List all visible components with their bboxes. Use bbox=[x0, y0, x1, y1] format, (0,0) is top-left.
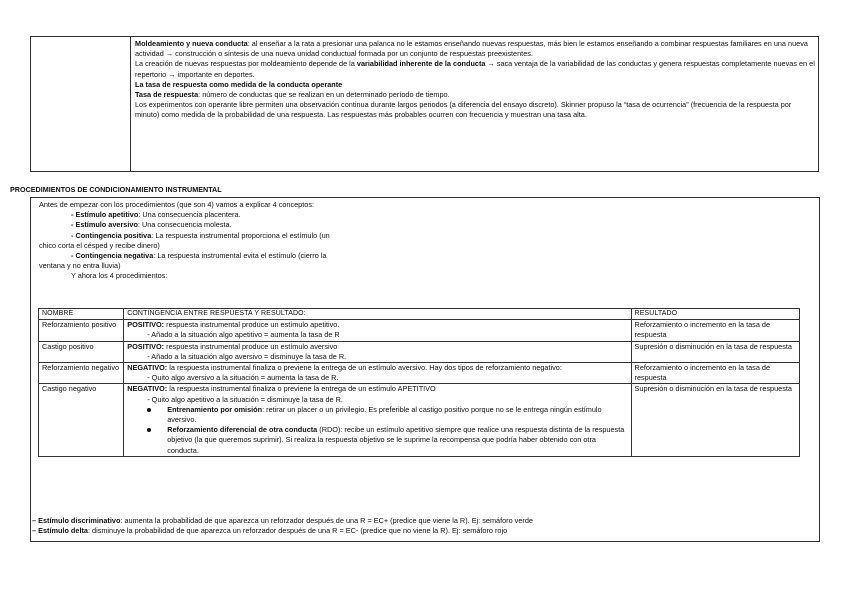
paragraph-rate bbox=[135, 90, 815, 100]
text-delta: : disminuye la probabilidad de que aparezca un reforzador después de una R = EC- (predice que no viene la R). Ej: semáforo rojo bbox=[87, 526, 508, 536]
concept-positive-contingency bbox=[39, 231, 479, 241]
term-aversive: - Estímulo aversivo bbox=[71, 220, 138, 230]
term-rate: Tasa de respuesta bbox=[135, 90, 199, 100]
term-positive-contingency: - Contingencia positiva bbox=[71, 230, 152, 240]
section-title: PROCEDIMIENTOS DE CONDICIONAMIENTO INSTRUMENTAL bbox=[10, 185, 222, 194]
term-omission: Entrenamiento por omisión bbox=[167, 404, 263, 414]
paragraph-skinner: Los experimentos con operante libre permiten una observación continua durante largos periodos (a diferencia del ensayo discreto). Skinner propuso la “tasa de ocurrencia” (frecuencia de la respuesta por minuto) como medida de la probabilidad de una respuesta. Las respuestas más probables ocurren con frecuencia y muestran una tasa alta. bbox=[135, 100, 792, 120]
text-rate: : número de conductas que se realizan en un determinado período de tiempo. bbox=[198, 90, 450, 100]
table-row bbox=[39, 363, 800, 384]
concept-negative-contingency bbox=[39, 251, 479, 261]
text-rdo: (RDO): recibe un estímulo apetitivo siempre que realice una respuesta distinta de la respuesta objetivo (la que queremos suprimir). Si realiza la respuesta objetivo se le suprime la recompensa que podría haber obtenido con otra conducta. bbox=[167, 425, 625, 455]
row-name-negative-punishment: Castigo negativo bbox=[39, 384, 124, 456]
text-positive-contingency: : La respuesta instrumental proporciona el estímulo (un bbox=[151, 230, 330, 240]
row-result: Reforzamiento o incremento en la tasa de respuesta bbox=[631, 363, 799, 384]
contingency-sub: - Quito algo apetitivo a la situación = disminuye la tasa de R. bbox=[147, 394, 343, 404]
header-result: RESULTADO bbox=[631, 309, 799, 320]
text-negative-contingency: : La respuesta instrumental evita el estímulo (cierro la bbox=[153, 251, 327, 261]
text-omission: : retirar un placer o un privilegio. Es preferible al castigo positivo porque no se le entrega ningún estímulo aversivo. bbox=[167, 404, 602, 425]
contingency-text bbox=[127, 320, 627, 330]
row-contingency bbox=[124, 320, 631, 341]
bullet-rdo bbox=[127, 425, 627, 456]
contingency-keyword: NEGATIVO: bbox=[127, 384, 168, 394]
paragraph-variability bbox=[135, 59, 815, 79]
contingency-sub: - Quito algo aversivo a la situación = aumenta la tasa de R. bbox=[147, 373, 339, 383]
header-name: NOMBRE bbox=[39, 309, 124, 320]
contingency-description: la respuesta instrumental finaliza o previene la entrega de un estímulo APETITIVO bbox=[167, 384, 436, 394]
term-rdo: Reforzamiento diferencial de otra conducta bbox=[167, 425, 318, 435]
footnotes bbox=[32, 516, 812, 536]
text-discriminative: : aumenta la probabilidad de que aparezca un reforzador después de una R = EC+ (predice que viene la R). Ej: semáforo verde bbox=[120, 516, 533, 525]
bullet-icon bbox=[147, 408, 151, 412]
summary-table-left-cell bbox=[31, 37, 131, 171]
table-row bbox=[39, 384, 800, 456]
text-aversive: : Una consecuencia molesta. bbox=[137, 220, 232, 230]
contingency-description: la respuesta instrumental finaliza o previene la entrega de un estímulo aversivo. Hay dos tipos de reforzamiento negativo: bbox=[167, 363, 562, 373]
text-variability-a: La creación de nuevas respuestas por moldeamiento depende de la bbox=[135, 59, 357, 69]
intro-lead: Antes de empezar con los procedimientos (que son 4) vamos a explicar 4 conceptos: bbox=[39, 200, 314, 209]
contingency-keyword: POSITIVO: bbox=[127, 320, 165, 330]
paragraph-shaping bbox=[135, 39, 815, 59]
contingency-sub: - Añado a la situación algo apetitivo = aumenta la tasa de R bbox=[147, 330, 340, 340]
table-header-row bbox=[39, 309, 800, 320]
table-row bbox=[39, 320, 800, 341]
contingency-keyword: NEGATIVO: bbox=[127, 363, 168, 373]
term-negative-contingency: - Contingencia negativa bbox=[71, 251, 154, 261]
row-contingency bbox=[124, 384, 631, 456]
contingency-description: respuesta instrumental produce un estímulo apetitivo. bbox=[164, 320, 340, 330]
bullet-omission bbox=[127, 405, 627, 425]
term-delta: – Estímulo delta bbox=[32, 526, 88, 536]
row-contingency bbox=[124, 363, 631, 384]
concept-appetitive bbox=[39, 210, 479, 220]
row-name-negative-reinforcement: Reforzamiento negativo bbox=[39, 363, 124, 384]
concept-positive-contingency-cont: chico corta el césped y recibe dinero) bbox=[39, 240, 160, 250]
bullet-icon bbox=[147, 428, 151, 432]
summary-table-content bbox=[135, 39, 815, 121]
concept-negative-contingency-cont: ventana y no entra lluvia) bbox=[39, 261, 121, 271]
concepts-intro bbox=[39, 200, 479, 282]
contingency-description: respuesta instrumental produce un estímulo aversivo bbox=[164, 341, 338, 351]
procedures-lead: Y ahora los 4 procedimientos: bbox=[71, 271, 168, 281]
contingency-text bbox=[127, 342, 627, 352]
footnote-discriminative bbox=[32, 516, 812, 526]
procedures-table bbox=[38, 308, 800, 457]
term-rate-heading: La tasa de respuesta como medida de la conducta operante bbox=[135, 79, 343, 89]
contingency-keyword: POSITIVO: bbox=[127, 341, 165, 351]
term-shaping: Moldeamiento y nueva conducta bbox=[135, 39, 248, 48]
row-result: Supresión o disminución en la tasa de respuesta bbox=[631, 384, 799, 456]
row-result: Supresión o disminución en la tasa de respuesta bbox=[631, 341, 799, 362]
term-discriminative: – Estímulo discriminativo bbox=[32, 516, 121, 525]
text-shaping: : al enseñar a la rata a presionar una palanca no le estamos enseñando nuevas respuestas, más bien le estamos enseñando a combinar respuestas familiares en una nueva actividad → construcción o síntesis de una nueva unidad conductual formada por un conjunto de respuestas preexistentes. bbox=[135, 39, 808, 59]
row-result: Reforzamiento o incremento en la tasa de respuesta bbox=[631, 320, 799, 341]
concept-aversive bbox=[39, 220, 479, 230]
row-name-positive-reinforcement: Reforzamiento positivo bbox=[39, 320, 124, 341]
footnote-delta bbox=[32, 526, 812, 536]
text-variability-c: → saca ventaja de la variabilidad de las conductas y genera respuestas completamente nuevas en el repertorio → importante en deportes. bbox=[135, 59, 815, 79]
contingency-text bbox=[127, 384, 627, 394]
contingency-sub: - Añado a la situación algo aversivo = disminuye la tasa de R. bbox=[147, 351, 347, 361]
term-variability: variabilidad inherente de la conducta bbox=[356, 59, 486, 69]
term-appetitive: - Estímulo apetitivo bbox=[71, 210, 139, 220]
row-name-positive-punishment: Castigo positivo bbox=[39, 341, 124, 362]
contingency-text bbox=[127, 363, 627, 373]
text-appetitive: : Una consecuencia placentera. bbox=[138, 210, 241, 220]
summary-table bbox=[30, 36, 819, 172]
heading-rate bbox=[135, 80, 815, 90]
table-row bbox=[39, 341, 800, 362]
row-contingency bbox=[124, 341, 631, 362]
header-contingency: CONTINGENCIA ENTRE RESPUESTA Y RESULTADO: bbox=[124, 309, 631, 320]
